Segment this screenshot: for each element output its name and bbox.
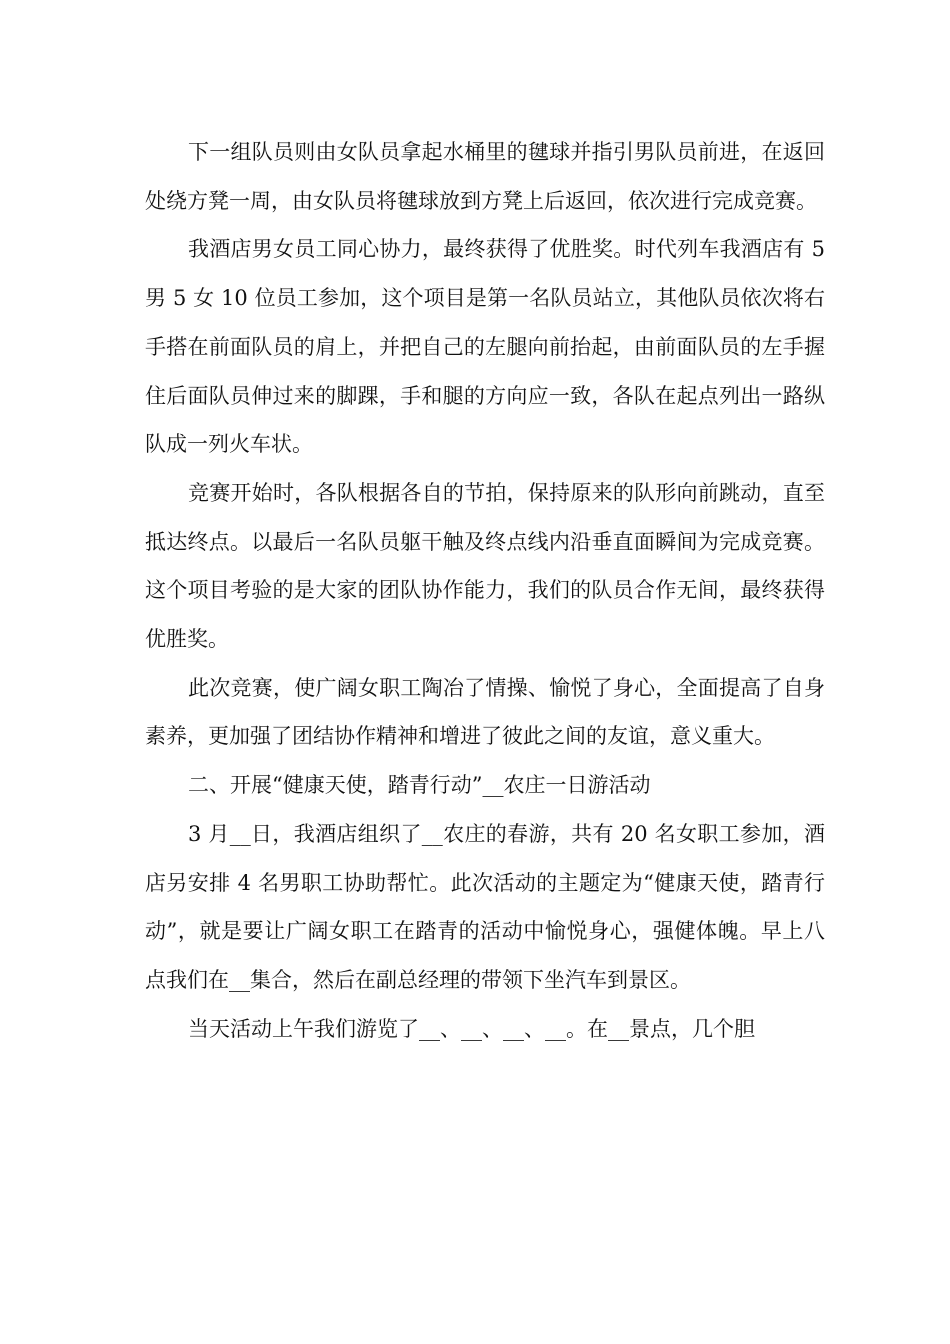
- paragraph-significance: 此次竞赛，使广阔女职工陶冶了情操、愉悦了身心，全面提高了自身素养，更加强了团结协作精神和增进了彼此之间的友谊，意义重大。: [145, 675, 825, 749]
- paragraph-sightseeing: 当天活动上午我们游览了__、__、__、__。在__景点，几个胆: [188, 1016, 755, 1041]
- paragraph-relay-description: 下一组队员则由女队员拿起水桶里的毽球并指引男队员前进，在返回处绕方凳一周，由女队员将毽球放到方凳上后返回，依次进行完成竞赛。: [145, 140, 825, 213]
- paragraph-train-game: 我酒店男女员工同心协力，最终获得了优胜奖。时代列车我酒店有 5 男 5 女 10 位员工参加，这个项目是第一名队员站立，其他队员依次将右手搭在前面队员的肩上，并把自己的左腿向前抬起，由前面队员的左手握住后面队员伸过来的脚踝，手和腿的方向应一致，各队在起点列出一路纵队成一列火车状。: [145, 237, 825, 457]
- document-body: [145, 128, 825, 1053]
- section-heading-farm-trip: 二、开展“健康天使，踏青行动”__农庄一日游活动: [188, 773, 651, 798]
- paragraph-spring-outing: 3 月__日，我酒店组织了__农庄的春游，共有 20 名女职工参加，酒店另安排 4 名男职工协助帮忙。此次活动的主题定为“健康天使，踏青行动”，就是要让广阔女职工在踏青的活动中愉悦身心，强健体魄。早上八点我们在__集合，然后在副总经理的带领下坐汽车到景区。: [145, 821, 825, 992]
- paragraph-competition-start: 竞赛开始时，各队根据各自的节拍，保持原来的队形向前跳动，直至抵达终点。以最后一名队员躯干触及终点线内沿垂直面瞬间为完成竞赛。这个项目考验的是大家的团队协作能力，我们的队员合作无间，最终获得优胜奖。: [145, 480, 825, 652]
